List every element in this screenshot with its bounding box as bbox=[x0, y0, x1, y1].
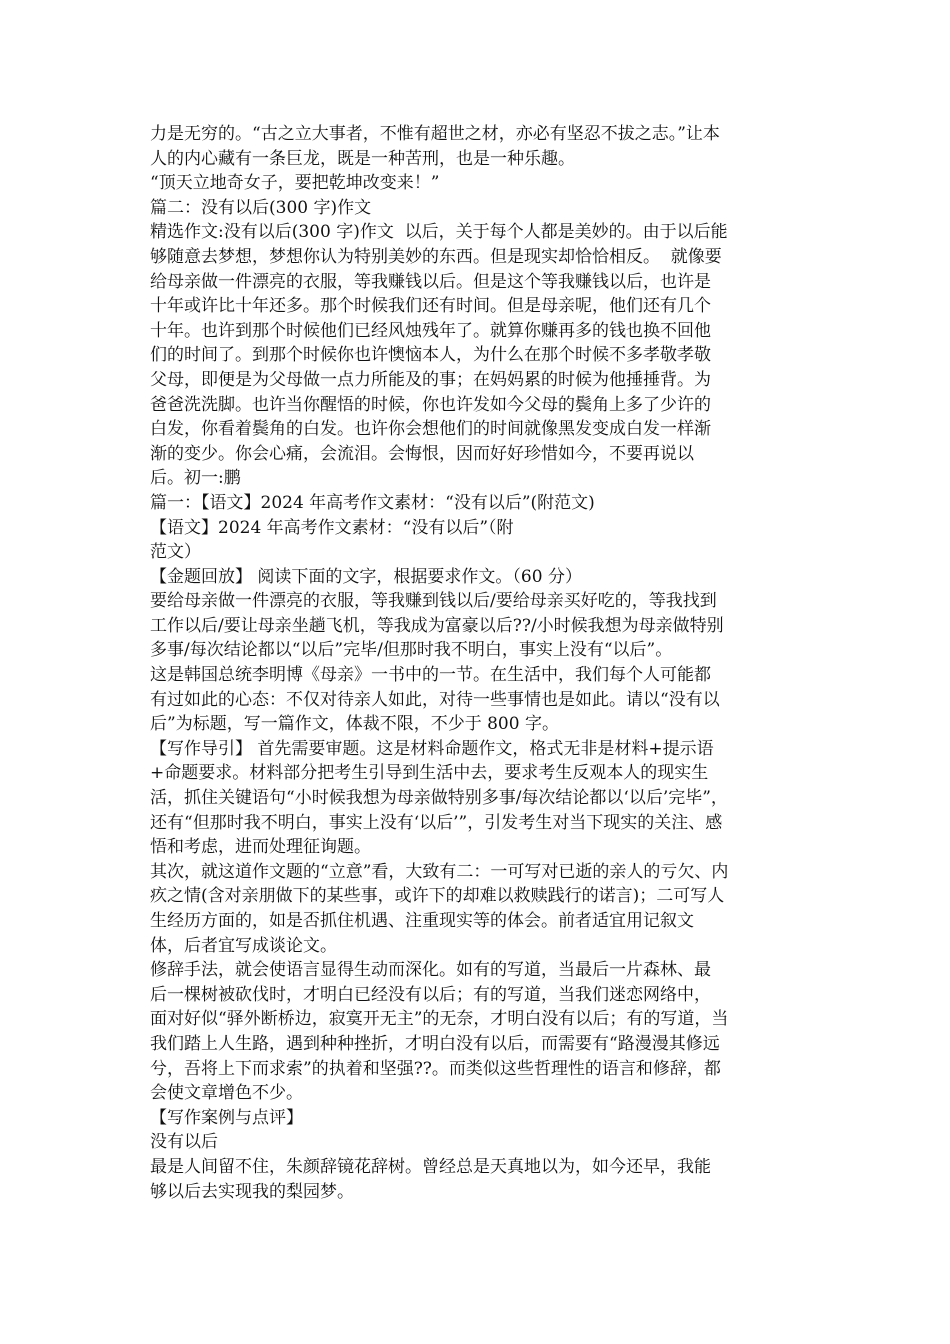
text-line: 没有以后 bbox=[150, 1132, 218, 1153]
text-line: 十年或许比十年还多。那个时候我们还有时间。但是母亲呢，他们还有几个 bbox=[150, 296, 711, 317]
text-line: 最是人间留不住，朱颜辞镜花辞树。曾经总是天真地以为，如今还早，我能 bbox=[150, 1156, 711, 1177]
text-line: 够随意去梦想，梦想你认为特别美妙的东西。但是现实却恰恰相反。 就像要 bbox=[150, 246, 722, 267]
text-line: 【金题回放】 阅读下面的文字，根据要求作文。（60 分） bbox=[150, 566, 582, 587]
text-line: 修辞手法，就会使语言显得生动而深化。如有的写道，当最后一片森林、最 bbox=[150, 960, 711, 981]
text-line: 篇一：【语文】2024 年高考作文素材：“没有以后”(附范文) bbox=[150, 492, 595, 513]
text-line: 这是韩国总统李明博《母亲》一书中的一节。在生活中，我们每个人可能都 bbox=[150, 665, 711, 686]
text-line: 疚之情(含对亲朋做下的某些事，或许下的却难以救赎践行的诺言)；二可写人 bbox=[150, 886, 725, 907]
text-line: 还有“但那时我不明白，事实上没有‘以后’”，引发考生对当下现实的关注、感 bbox=[150, 812, 723, 833]
text-line: +命题要求。材料部分把考生引导到生活中去，要求考生反观本人的现实生 bbox=[150, 763, 709, 784]
text-line: 活，抓住关键语句“小时候我想为母亲做特别多事/每次结论都以‘以后’完毕”， bbox=[150, 788, 728, 809]
text-line: 范文） bbox=[150, 542, 201, 563]
text-line: 后。初一:鹏 bbox=[150, 468, 241, 489]
text-line: 体，后者宜写成谈论文。 bbox=[150, 935, 337, 956]
text-line: 兮，吾将上下而求索”的执着和坚强??。而类似这些哲理性的语言和修辞，都 bbox=[150, 1058, 721, 1079]
text-line: 力是无穷的。“古之立大事者，不惟有超世之材，亦必有坚忍不拔之志。”让本 bbox=[150, 124, 720, 144]
text-line: 篇二：没有以后(300 字)作文 bbox=[150, 197, 372, 218]
text-line: 【语文】2024 年高考作文素材：“没有以后”（附 bbox=[150, 517, 514, 538]
text-line: 后”为标题，写一篇作文，体裁不限，不少于 800 字。 bbox=[150, 714, 559, 735]
text-line: 渐的变少。你会心痛，会流泪。会悔恨，因而好好珍惜如今，不要再说以 bbox=[150, 443, 694, 464]
text-line: 父母，即便是为父母做一点力所能及的事；在妈妈累的时候为他捶捶背。为 bbox=[150, 369, 711, 390]
text-line: 们的时间了。到那个时候你也许懊恼本人，为什么在那个时候不多孝敬孝敬 bbox=[150, 345, 711, 366]
text-line: 精选作文:没有以后(300 字)作文 以后，关于每个人都是美妙的。由于以后能 bbox=[150, 222, 728, 243]
text-line: 十年。也许到那个时候他们已经风烛残年了。就算你赚再多的钱也换不回他 bbox=[150, 320, 711, 341]
text-line: 悟和考虑，进而处理征询题。 bbox=[150, 837, 371, 858]
text-line: 其次，就这道作文题的“立意”看，大致有二：一可写对已逝的亲人的亏欠、内 bbox=[150, 861, 729, 882]
text-line: 面对好似“驿外断桥边，寂寞开无主”的无奈，才明白没有以后；有的写道，当 bbox=[150, 1009, 729, 1030]
text-line: 够以后去实现我的梨园梦。 bbox=[150, 1181, 354, 1202]
text-line: 工作以后/要让母亲坐趟飞机，等我成为富豪以后??/小时候我想为母亲做特别 bbox=[150, 615, 724, 636]
text-line: 生经历方面的，如是否抓住机遇、注重现实等的体会。前者适宜用记叙文 bbox=[150, 911, 694, 931]
text-line: 会使文章增色不少。 bbox=[150, 1083, 303, 1104]
text-line: 我们踏上人生路，遇到种种挫折，才明白没有以后，而需要有“路漫漫其修远 bbox=[150, 1033, 720, 1054]
text-line: 【写作导引】 首先需要审题。这是材料命题作文，格式无非是材料+提示语 bbox=[150, 738, 714, 759]
text-line: 给母亲做一件漂亮的衣服，等我赚钱以后。但是这个等我赚钱以后，也许是 bbox=[150, 271, 711, 292]
text-line: 多事/每次结论都以“以后”完毕/但那时我不明白，事实上没有“以后”。 bbox=[150, 640, 673, 661]
text-line: 白发，你看着鬓角的白发。也许你会想他们的时间就像黑发变成白发一样渐 bbox=[150, 419, 711, 440]
text-line: 爸爸洗洗脚。也许当你醒悟的时候，你也许发如今父母的鬓角上多了少许的 bbox=[150, 394, 711, 415]
text-line: 人的内心藏有一条巨龙，既是一种苦刑，也是一种乐趣。 bbox=[150, 148, 575, 169]
text-line: 有过如此的心态：不仅对待亲人如此，对待一些事情也是如此。请以“没有以 bbox=[150, 689, 720, 710]
text-line: 要给母亲做一件漂亮的衣服，等我赚到钱以后/要给母亲买好吃的，等我找到 bbox=[150, 591, 717, 612]
document-page bbox=[150, 122, 806, 1204]
text-line: “顶天立地奇女子，要把乾坤改变来！” bbox=[150, 173, 440, 194]
text-line: 【写作案例与点评】 bbox=[150, 1107, 303, 1128]
text-line: 后一棵树被砍伐时，才明白已经没有以后；有的写道，当我们迷恋网络中， bbox=[150, 984, 711, 1005]
